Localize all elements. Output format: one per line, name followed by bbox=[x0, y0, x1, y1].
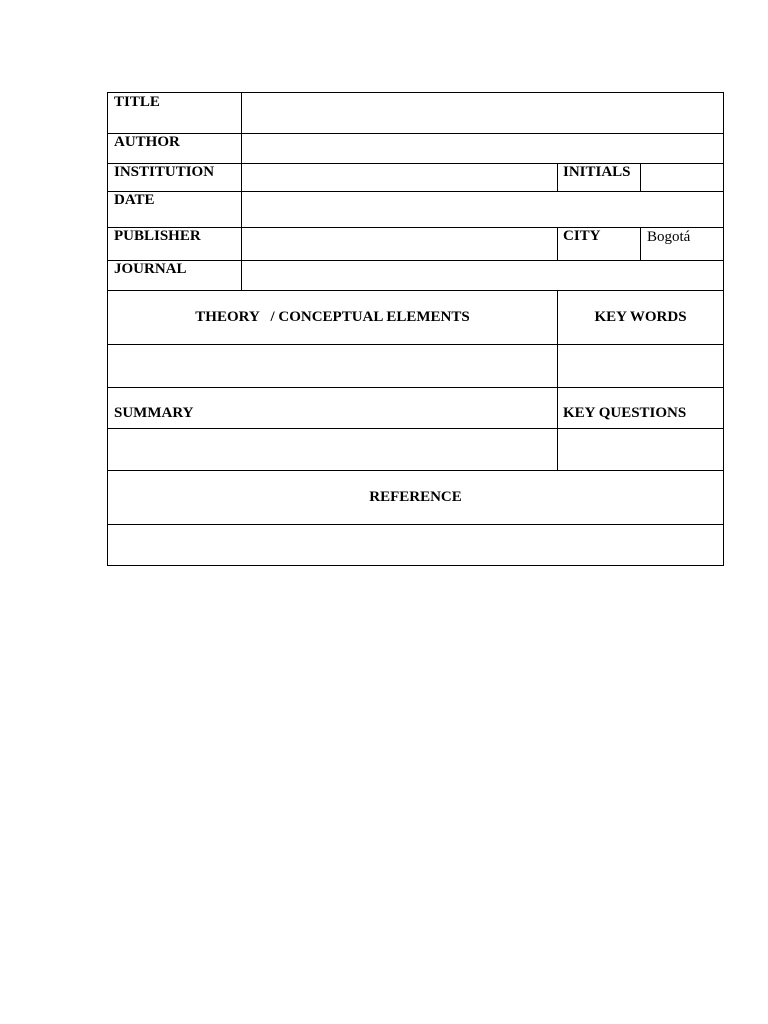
theory-field[interactable] bbox=[108, 345, 557, 387]
theory-label: THEORY / CONCEPTUAL ELEMENTS bbox=[195, 309, 470, 325]
initials-field[interactable] bbox=[641, 164, 723, 191]
column-divider bbox=[640, 227, 641, 260]
author-field[interactable] bbox=[242, 134, 723, 163]
summary-label: SUMMARY bbox=[114, 405, 194, 421]
initials-label: INITIALS bbox=[563, 164, 631, 180]
keywords-label: KEY WORDS bbox=[594, 309, 687, 325]
column-divider bbox=[557, 227, 558, 260]
publisher-label: PUBLISHER bbox=[114, 228, 201, 244]
row-divider bbox=[108, 387, 723, 388]
date-field[interactable] bbox=[242, 192, 723, 227]
journal-field[interactable] bbox=[242, 261, 723, 290]
journal-label: JOURNAL bbox=[114, 261, 187, 277]
column-divider bbox=[557, 163, 558, 191]
row-divider bbox=[108, 290, 723, 291]
city-value[interactable]: Bogotá bbox=[647, 229, 691, 245]
date-label: DATE bbox=[114, 192, 155, 208]
reference-field[interactable] bbox=[108, 525, 723, 565]
title-label: TITLE bbox=[114, 94, 160, 110]
institution-label: INSTITUTION bbox=[114, 164, 215, 180]
city-label: CITY bbox=[563, 228, 601, 244]
institution-field[interactable] bbox=[242, 164, 557, 191]
summary-field[interactable] bbox=[108, 429, 557, 470]
keywords-field[interactable] bbox=[558, 345, 723, 387]
keyquestions-label: KEY QUESTIONS bbox=[563, 405, 687, 421]
title-field[interactable] bbox=[242, 93, 723, 133]
author-label: AUTHOR bbox=[114, 134, 180, 150]
reference-label: REFERENCE bbox=[369, 489, 462, 505]
keyquestions-field[interactable] bbox=[558, 429, 723, 470]
publisher-field[interactable] bbox=[242, 228, 557, 260]
row-divider bbox=[108, 470, 723, 471]
bibliographic-record-form bbox=[107, 92, 724, 566]
